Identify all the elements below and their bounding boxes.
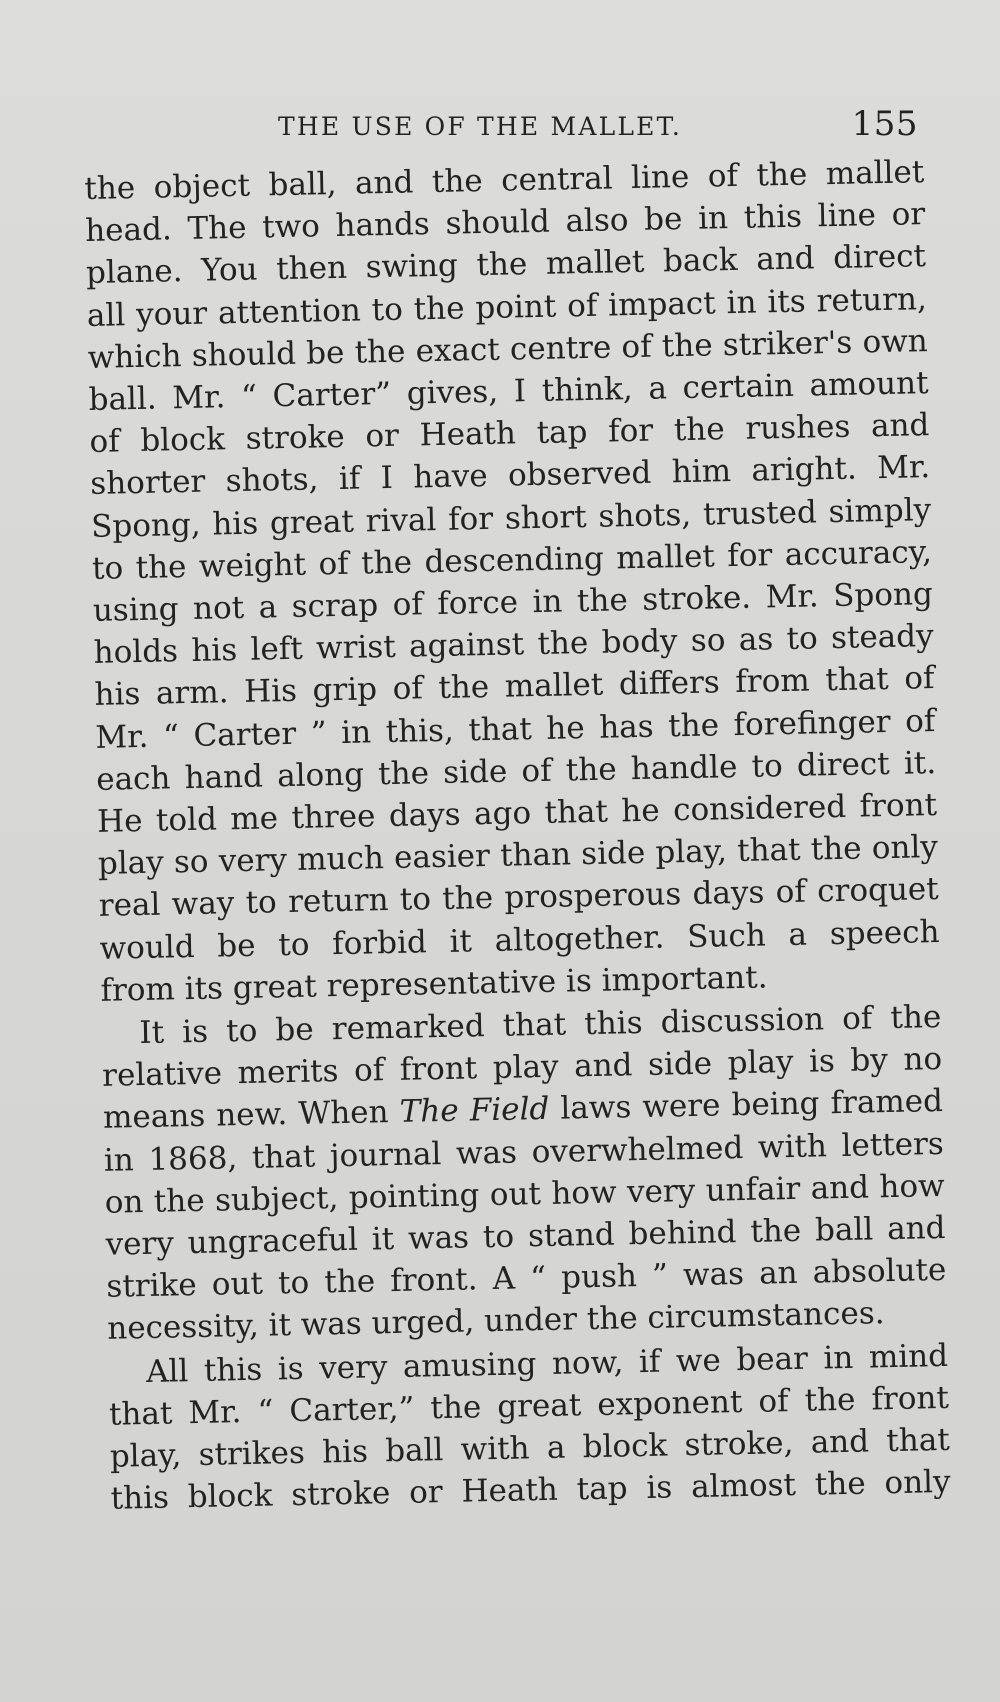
body-text xyxy=(84,151,951,1520)
page-header xyxy=(278,104,918,152)
text-line: play, strikes his ball with a block stroke, and that xyxy=(109,1421,951,1475)
text-line: of block stroke or Heath tap for the rushes and xyxy=(89,407,930,461)
text-line: Mr. “ Carter ” in this, that he has the forefinger of xyxy=(95,702,936,756)
running-head: THE USE OF THE MALLET. xyxy=(278,112,682,141)
text-line: strike out to the front. A “ push ” was an absolute xyxy=(106,1252,947,1306)
text-line: using not a scrap of force in the stroke. Mr. Spong xyxy=(92,576,934,629)
text-line: each hand along the side of the handle to direct it. xyxy=(95,744,937,798)
text-line: all your attention to the point of impact in its return, xyxy=(86,280,928,334)
text-line: Spong, his great rival for short shots, trusted simply xyxy=(90,491,932,545)
text-line: ball. Mr. “ Carter” gives, I think, a certain amount xyxy=(88,365,929,418)
text-line: holds his left wrist against the body so as to steady xyxy=(93,618,934,672)
text-line: very ungraceful it was to stand behind the ball and xyxy=(105,1210,946,1263)
text-line: plane. You then swing the mallet back and direct xyxy=(85,238,927,292)
text-segment: laws were being framed xyxy=(560,1083,944,1128)
page-number: 155 xyxy=(851,104,918,144)
text-line: which should be the exact centre of the striker's own xyxy=(87,322,929,376)
text-line: All this is very amusing now, if we bear in mind xyxy=(145,1337,949,1390)
text-line: real way to return to the prosperous days of croquet xyxy=(98,871,940,925)
publication-title: The Field xyxy=(399,1091,550,1131)
text-line: relative merits of front play and side play is by no xyxy=(101,1041,943,1095)
text-line: necessity, it was urged, under the circumstances. xyxy=(106,1295,885,1348)
text-line: that Mr. “ Carter,” the great exponent of the front xyxy=(108,1379,950,1433)
text-line: He told me three days ago that he considered front xyxy=(96,787,938,840)
text-line: the object ball, and the central line of the mallet xyxy=(84,154,925,207)
text-segment: means new. When xyxy=(102,1094,389,1137)
text-line: his arm. His grip of the mallet differs from that of xyxy=(94,660,935,714)
paragraph-3 xyxy=(108,1335,951,1521)
text-line: in 1868, that journal was overwhelmed with letters xyxy=(103,1125,945,1179)
text-line: It is to be remarked that this discussion of the xyxy=(139,999,942,1052)
text-line: shorter shots, if I have observed him aright. Mr. xyxy=(89,449,931,503)
text-line: from its great representative is important. xyxy=(100,959,768,1009)
text-line: this block stroke or Heath tap is almost the only xyxy=(110,1464,951,1518)
text-line: to the weight of the descending mallet for accuracy, xyxy=(91,533,933,587)
text-line: head. The two hands should also be in this line or xyxy=(84,196,926,250)
text-line: play so very much easier than side play, that the only xyxy=(97,829,939,883)
paragraph-1 xyxy=(84,151,941,1012)
text-line: on the subject, pointing out how very unfair and how xyxy=(104,1167,945,1221)
paragraph-2 xyxy=(101,996,948,1350)
text-line: would be to forbid it altogether. Such a speech xyxy=(99,913,940,967)
